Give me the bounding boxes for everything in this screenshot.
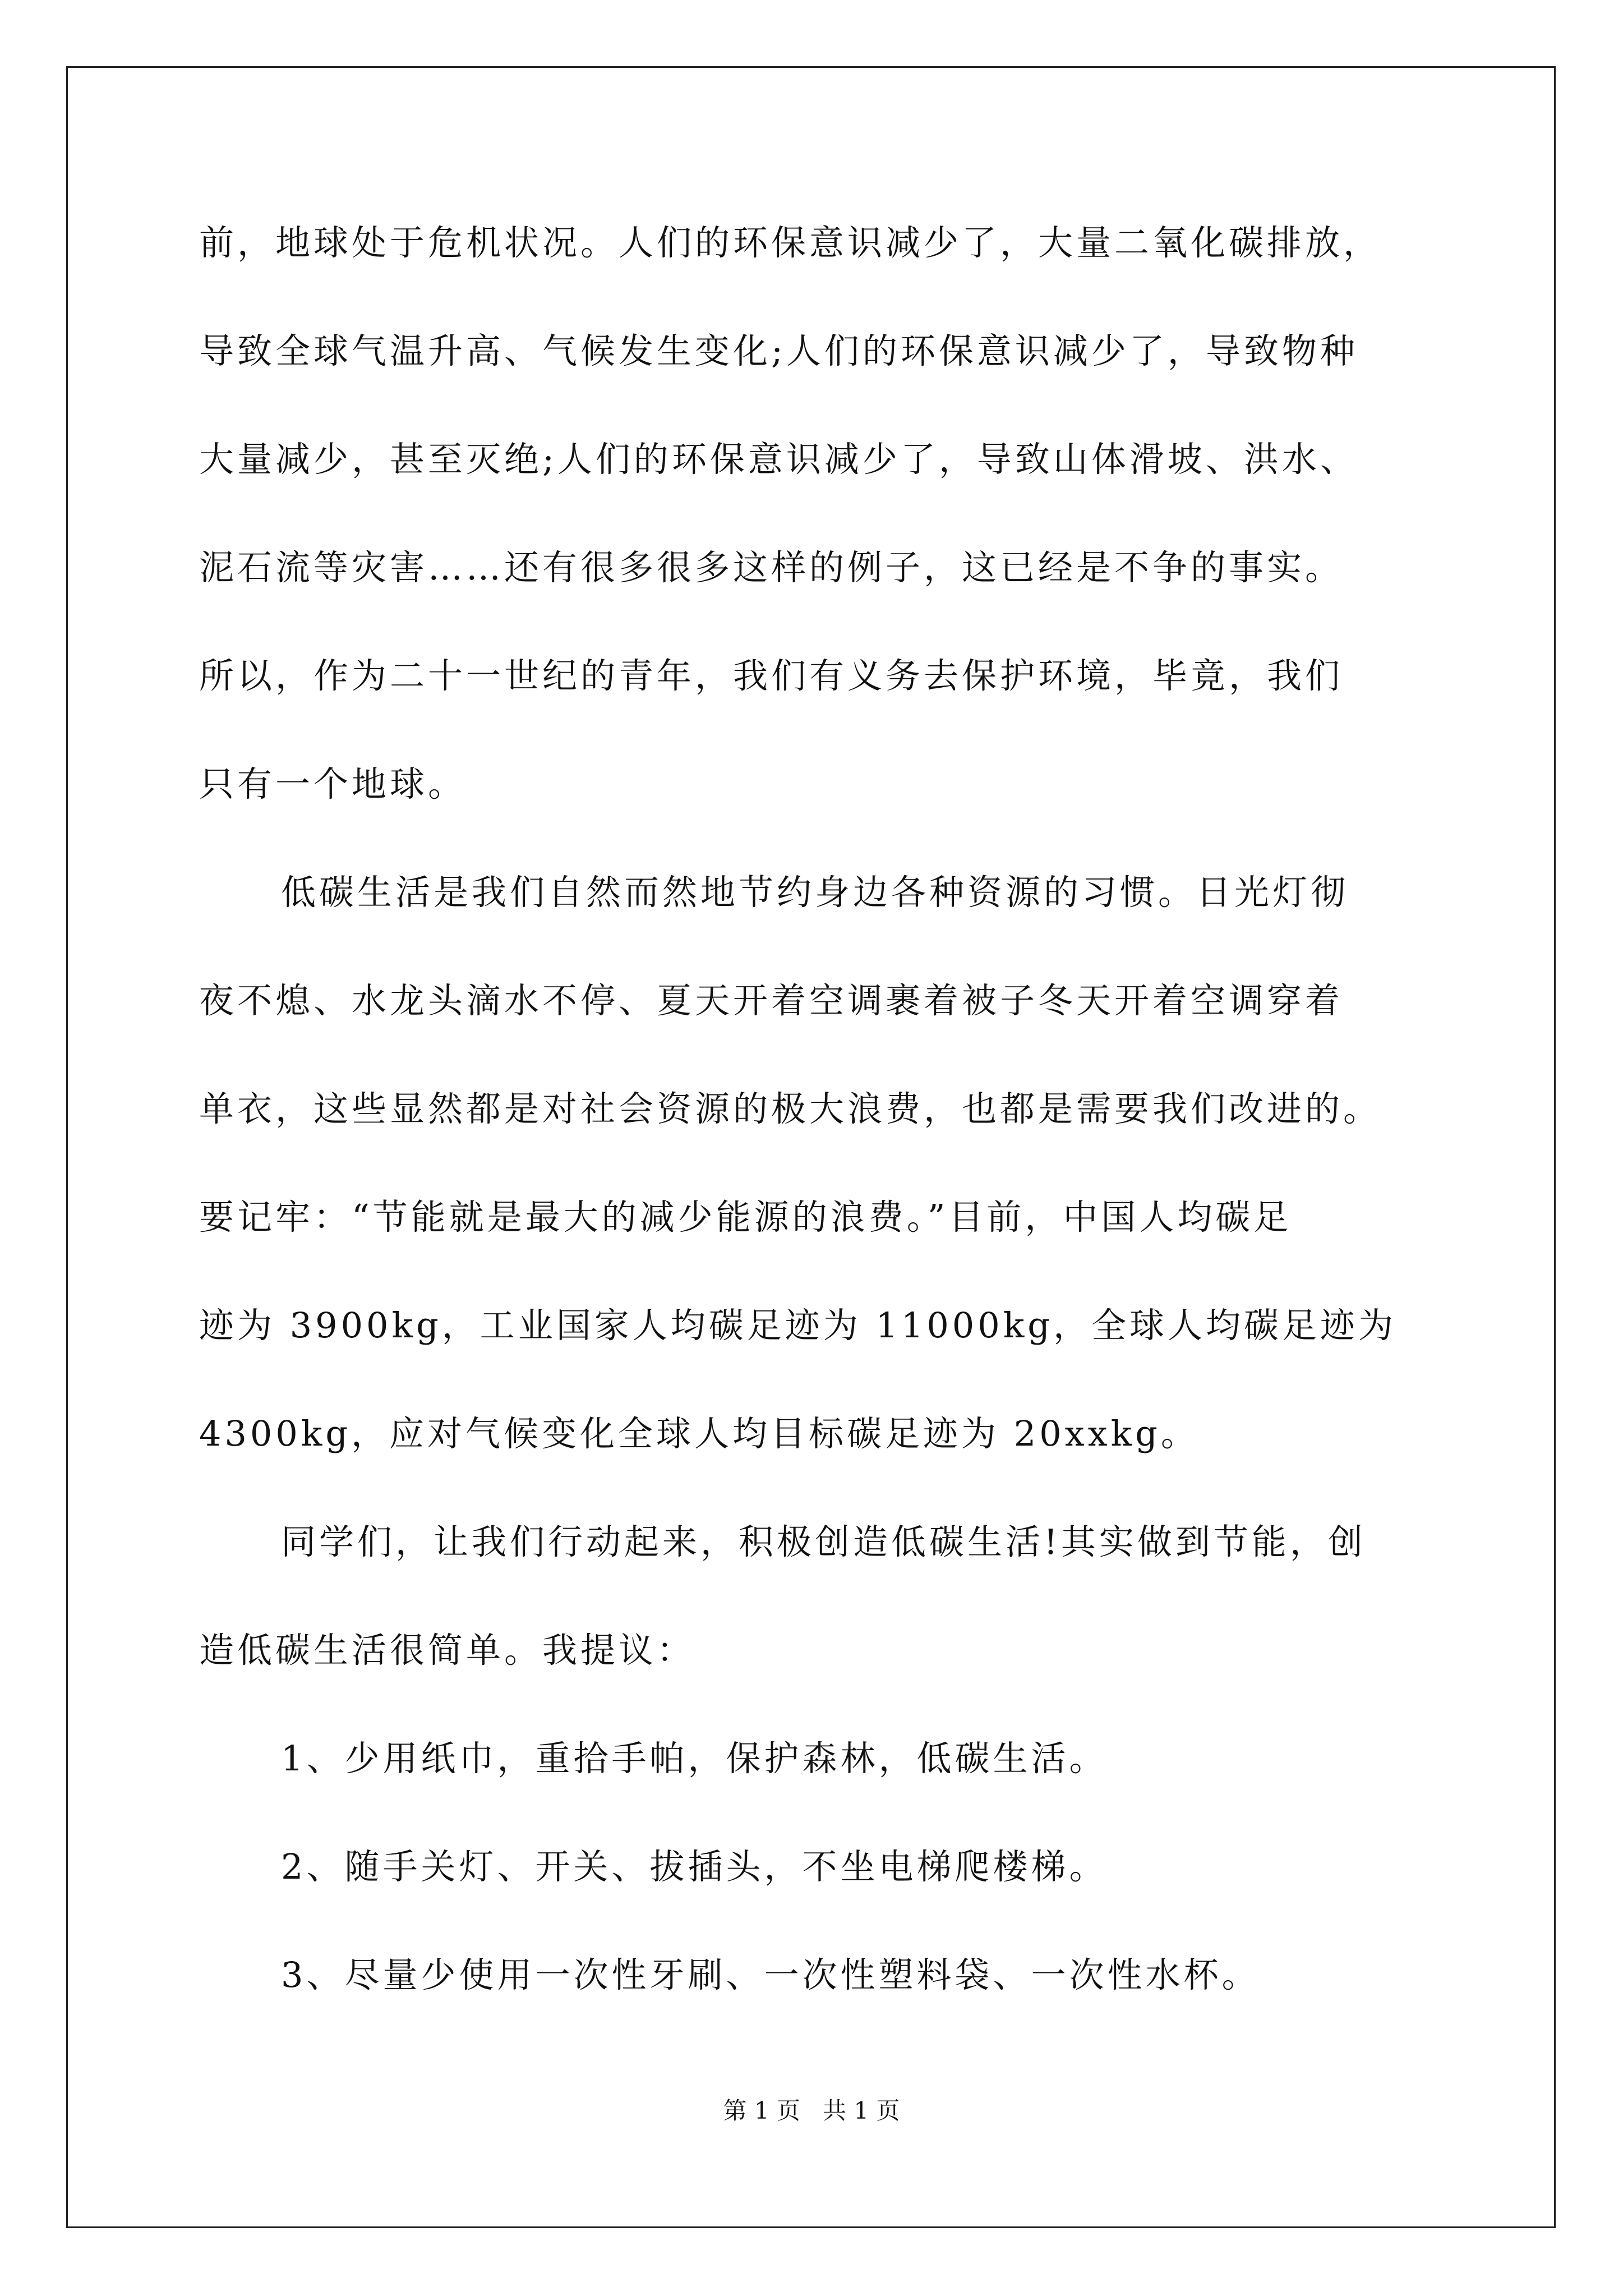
- body-line: 4300kg，应对气候变化全球人均目标碳足迹为 20xxkg。: [199, 1413, 1199, 1454]
- body-line: 迹为 3900kg，工业国家人均碳足迹为 11000kg，全球人均碳足迹为: [199, 1305, 1396, 1346]
- body-line: 导致全球气温升高、气候发生变化;人们的环保意识减少了，导致物种: [199, 330, 1358, 371]
- body-line: 同学们，让我们行动起来，积极创造低碳生活!其实做到节能，创: [281, 1521, 1366, 1562]
- body-line: 所以，作为二十一世纪的青年，我们有义务去保护环境，毕竟，我们: [199, 655, 1344, 696]
- list-item: 2、随手关灯、开关、拔插头，不坐电梯爬楼梯。: [281, 1846, 1108, 1887]
- document-body: [199, 216, 1455, 2056]
- body-line: 泥石流等灾害……还有很多很多这样的例子，这已经是不争的事实。: [199, 547, 1344, 588]
- page-number-footer: 第 1 页 共 1 页: [723, 2097, 900, 2124]
- body-line: 单衣，这些显然都是对社会资源的极大浪费，也都是需要我们改进的。: [199, 1088, 1382, 1129]
- body-line: 夜不熄、水龙头滴水不停、夏天开着空调裹着被子冬天开着空调穿着: [199, 980, 1344, 1021]
- body-line: 前，地球处于危机状况。人们的环保意识减少了，大量二氧化碳排放，: [199, 222, 1382, 263]
- body-line: 大量减少，甚至灭绝;人们的环保意识减少了，导致山体滑坡、洪水、: [199, 439, 1358, 480]
- body-line: 要记牢：“节能就是最大的减少能源的浪费。”目前，中国人均碳足: [199, 1197, 1292, 1237]
- body-line: 只有一个地球。: [199, 763, 467, 804]
- body-line: 低碳生活是我们自然而然地节约身边各种资源的习惯。日光灯彻: [281, 872, 1349, 913]
- list-item: 1、少用纸巾，重拾手帕，保护森林，低碳生活。: [281, 1738, 1108, 1779]
- list-item: 3、尽量少使用一次性牙刷、一次性塑料袋、一次性水杯。: [281, 1954, 1260, 1995]
- body-line: 造低碳生活很简单。我提议：: [199, 1630, 695, 1671]
